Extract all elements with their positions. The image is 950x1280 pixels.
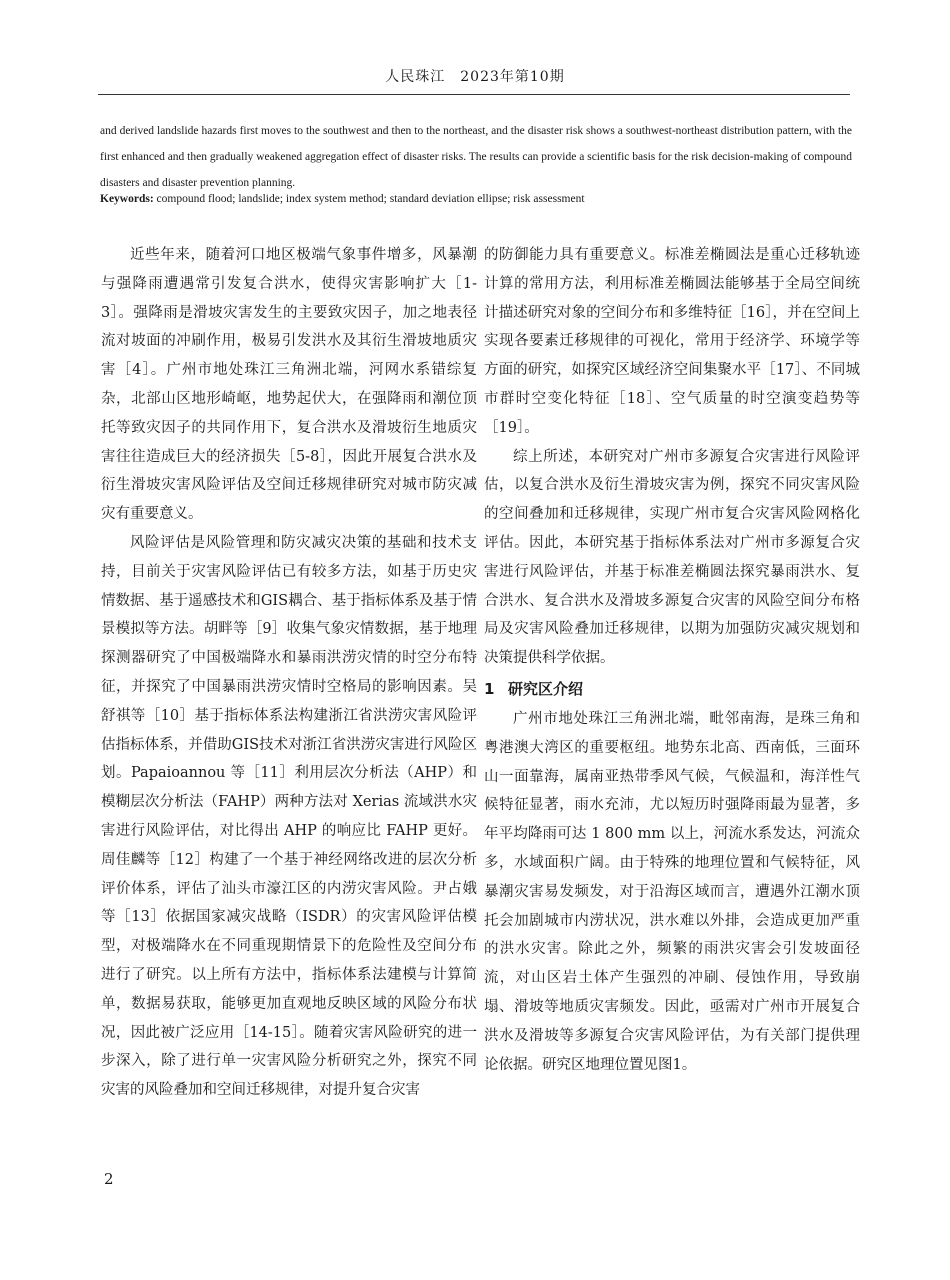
header-rule: [98, 94, 850, 95]
running-header: 人民珠江 2023年第10期: [385, 69, 565, 85]
right-column: [484, 241, 860, 1079]
intro-paragraph-2-continued: 的防御能力具有重要意义。标准差椭圆法是重心迁移轨迹计算的常用方法，利用标准差椭圆法能够基于全局空间统计描述研究对象的空间分布和多维特征［16］，并在空间上实现各要素迁移规律的可视化，常用于经济学、环境学等方面的研究，如探究区域经济空间集聚水平［17］、不同城市群时空变化特征［18］、空气质量的时空演变趋势等［19］。: [484, 247, 860, 436]
section-title: 研究区介绍: [508, 679, 584, 698]
intro-paragraph-1: 近些年来，随着河口地区极端气象事件增多，风暴潮与强降雨遭遇常引发复合洪水，使得灾害影响扩大［1-3］。强降雨是滑坡灾害发生的主要致灾因子，加之地表径流对坡面的冲刷作用，极易引发洪水及其衍生滑坡地质灾害［4］。广州市地处珠江三角洲北端，河网水系错综复杂，北部山区地形崎岖，地势起伏大，在强降雨和潮位顶托等致灾因子的共同作用下，复合洪水及滑坡衍生地质灾害往往造成巨大的经济损失［5-8］，因此开展复合洪水及衍生滑坡灾害风险评估及空间迁移规律研究对城市防灾减灾有重要意义。: [101, 247, 477, 523]
intro-paragraph-2: 风险评估是风险管理和防灾减灾决策的基础和技术支持，目前关于灾害风险评估已有较多方法，如基于历史灾情数据、基于遥感技术和GIS耦合、基于指标体系及基于情景模拟等方法。胡畔等［9］收集气象灾情数据，基于地理探测器研究了中国极端降水和暴雨洪涝灾情的时空分布特征，并探究了中国暴雨洪涝灾情时空格局的影响因素。吴舒祺等［10］基于指标体系法构建浙江省洪涝灾害风险评估指标体系，并借助GIS技术对浙江省洪涝灾害进行风险区划。Papaioannou 等［11］利用层次分析法（AHP）和模糊层次分析法（FAHP）两种方法对 Xerias 流域洪水灾害进行风险评估，对比得出 AHP 的响应比 FAHP 更好。周佳麟等［12］构建了一个基于神经网络改进的层次分析评价体系，评估了汕头市濠江区的内涝灾害风险。尹占娥等［13］依据国家减灾战略（ISDR）的灾害风险评估模型，对极端降水在不同重现期情景下的危险性及空间分布进行了研究。以上所有方法中，指标体系法建模与计算简单，数据易获取，能够更加直观地反映区域的风险分布状况，因此被广泛应用［14-15］。随着灾害风险研究的进一步深入，除了进行单一灾害风险分析研究之外，探究不同灾害的风险叠加和空间迁移规律，对提升复合灾害: [101, 534, 477, 1099]
keywords-label: Keywords:: [100, 193, 154, 205]
section-number: 1: [484, 679, 495, 698]
page-number: 2: [104, 1170, 114, 1188]
section-heading: [484, 675, 860, 703]
keywords-line: [100, 193, 852, 205]
keywords-text: compound flood; landslide; index system method; standard deviation ellipse; risk assessment: [156, 193, 585, 205]
abstract-text: and derived landslide hazards first moves to the southwest and then to the northeast, and the disaster risk shows a southwest-northeast distribution pattern, with the first enhanced and then gradually weakened aggregation effect of disaster risks. The results can provide a scientific basis for the risk decision-making of compound disasters and disaster prevention planning.: [100, 125, 852, 189]
study-area-paragraph: 广州市地处珠江三角洲北端，毗邻南海，是珠三角和粤港澳大湾区的重要枢纽。地势东北高、西南低，三面环山一面靠海，属南亚热带季风气候，气候温和，海洋性气候特征显著，雨水充沛，尤以短历时强降雨最为显著，多年平均降雨可达 1 800 mm 以上，河流水系发达，河流众多，水域面积广阔。由于特殊的地理位置和气候特征，风暴潮灾害易发频发，对于沿海区域而言，遭遇外江潮水顶托会加剧城市内涝状况，洪水难以外排，会造成更加严重的洪水灾害。除此之外，频繁的雨洪灾害会引发坡面径流，对山区岩土体产生强烈的冲刷、侵蚀作用，导致崩塌、滑坡等地质灾害频发。因此，亟需对广州市开展复合洪水及滑坡等多源复合灾害风险评估，为有关部门提供理论依据。研究区地理位置见图1。: [484, 710, 860, 1073]
left-column: [101, 241, 477, 1105]
intro-paragraph-3: 综上所述，本研究对广州市多源复合灾害进行风险评估，以复合洪水及衍生滑坡灾害为例，探究不同灾害风险的空间叠加和迁移规律，实现广州市复合灾害风险网格化评估。因此，本研究基于指标体系法对广州市多源复合灾害进行风险评估，并基于标准差椭圆法探究暴雨洪水、复合洪水、复合洪水及滑坡多源复合灾害的风险空间分布格局及灾害风险叠加迁移规律，以期为加强防灾减灾规划和决策提供科学依据。: [484, 448, 860, 667]
